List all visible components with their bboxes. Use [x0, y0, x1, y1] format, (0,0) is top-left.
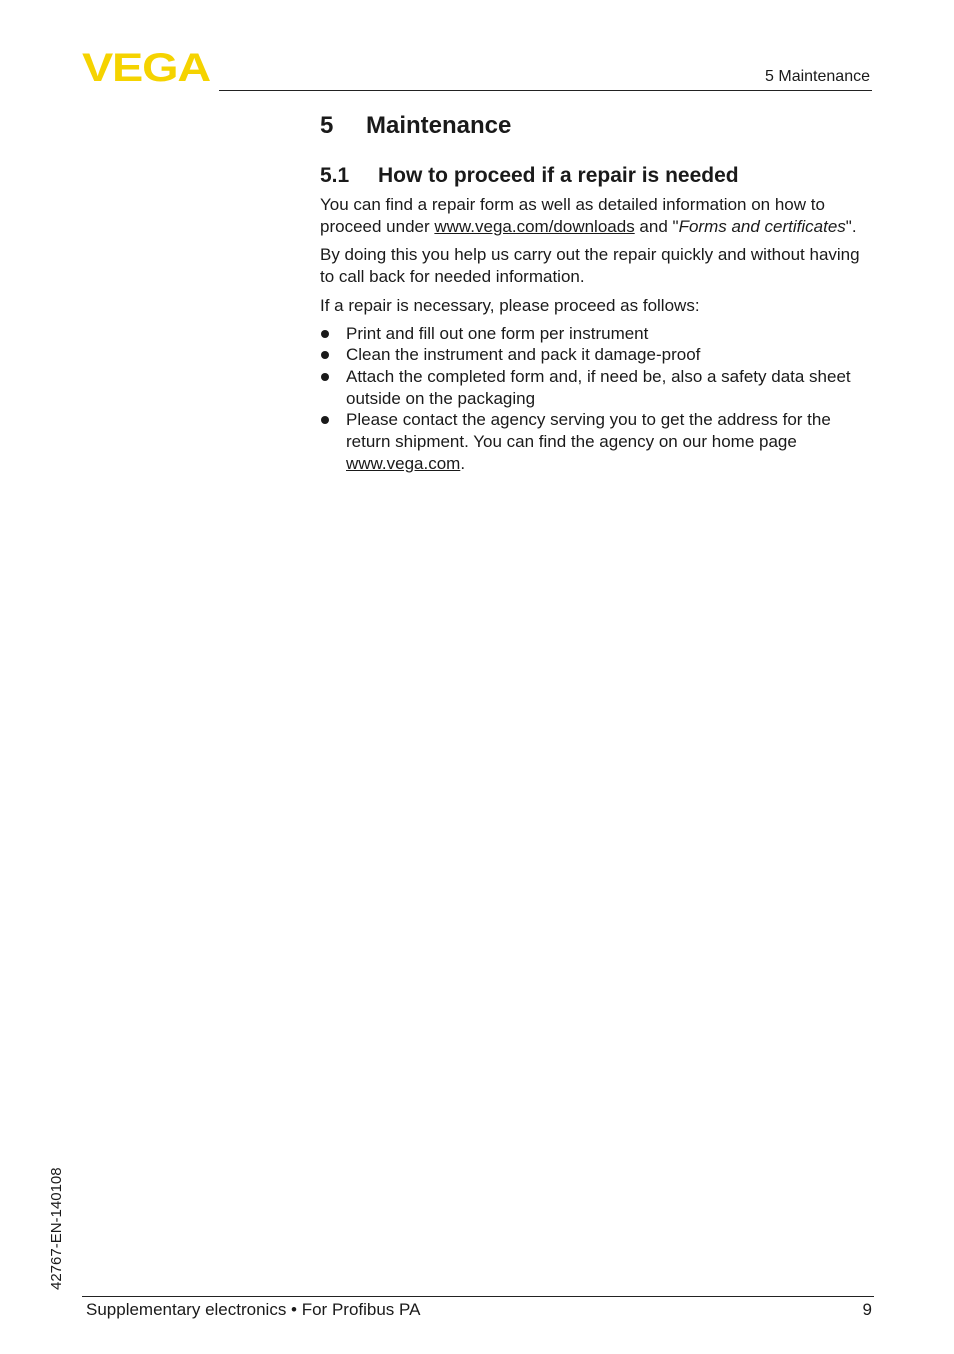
paragraph-proceed: If a repair is necessary, please proceed as follows: — [320, 295, 700, 315]
header-section-label: 5 Maintenance — [765, 68, 870, 85]
section-title: How to proceed if a repair is needed — [378, 164, 739, 187]
bullet-icon — [321, 351, 329, 359]
main-content — [320, 110, 872, 474]
vega-logo — [82, 50, 212, 84]
list-item: Print and fill out one form per instrument — [320, 323, 872, 345]
footer-divider — [82, 1296, 874, 1297]
bullet-icon — [321, 373, 329, 381]
paragraph-benefit: By doing this you help us carry out the repair quickly and without having to call back for needed information. — [320, 245, 860, 287]
chapter-number: 5 — [320, 112, 334, 139]
footer-title: Supplementary electronics • For Profibus PA — [86, 1300, 421, 1319]
paragraph-repair-form: You can find a repair form as well as detailed information on how to proceed under www.vega.com/downloads and "Forms and certificates". — [320, 195, 857, 236]
list-item: Please contact the agency serving you to get the address for the return shipment. You can find the agency on our home page www.vega.com. — [320, 409, 872, 474]
chapter-title: Maintenance — [366, 112, 512, 139]
list-item: Clean the instrument and pack it damage-proof — [320, 344, 872, 366]
page-number: 9 — [862, 1300, 872, 1319]
section-heading — [320, 162, 872, 190]
chapter-heading — [320, 110, 872, 142]
vega-home-link[interactable]: www.vega.com — [346, 453, 461, 473]
forms-certificates-text: Forms and certificates — [678, 216, 846, 236]
section-number: 5.1 — [320, 164, 350, 187]
svg-text:VEGA: VEGA — [82, 50, 211, 84]
bullet-icon — [321, 330, 329, 338]
document-id: 42767-EN-140108 — [48, 1167, 65, 1290]
header-divider — [219, 90, 872, 91]
list-item: Attach the completed form and, if need be, also a safety data sheet outside on the packaging — [320, 366, 872, 409]
downloads-link[interactable]: www.vega.com/downloads — [434, 216, 635, 236]
repair-steps-list — [320, 323, 872, 475]
bullet-icon — [321, 416, 329, 424]
